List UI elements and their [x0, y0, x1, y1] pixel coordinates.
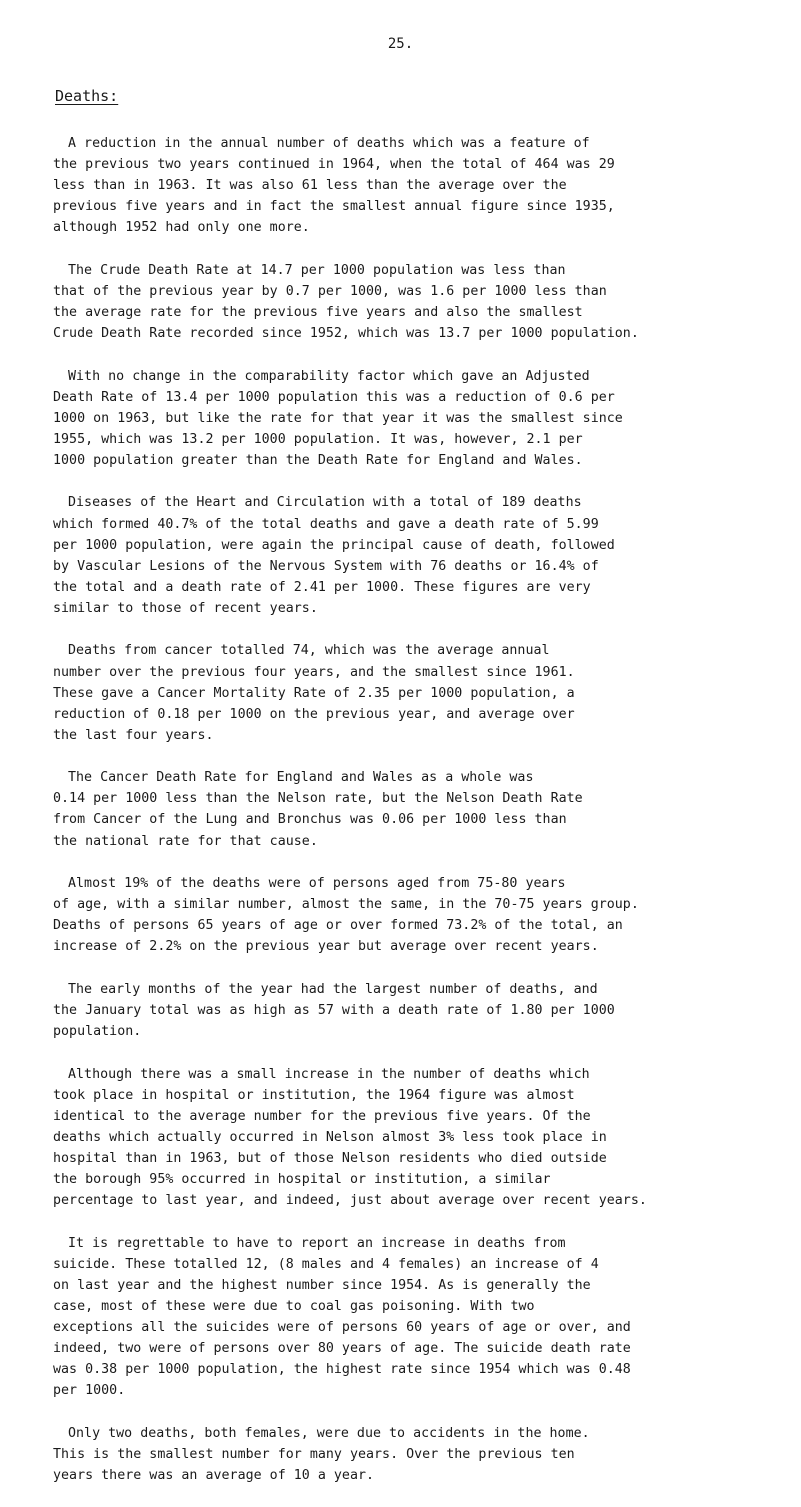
paragraph-line: case, most of these were due to coal gas poisoning. With two [53, 1298, 535, 1314]
paragraph [53, 767, 773, 851]
paragraph-line: similar to those of recent years. [53, 600, 318, 616]
paragraph-line: which formed 40.7% of the total deaths and gave a death rate of 5.99 [53, 516, 599, 532]
paragraph-line: The Crude Death Rate at 14.7 per 1000 population was less than [68, 262, 566, 278]
paragraph [53, 873, 773, 957]
paragraph-line: percentage to last year, and indeed, just about average over recent years. [53, 1193, 647, 1209]
section-heading: Deaths: [55, 87, 119, 105]
paragraph-line: Deaths of persons 65 years of age or over formed 73.2% of the total, an [53, 918, 623, 934]
paragraph-line: A reduction in the annual number of deaths which was a feature of [68, 136, 590, 151]
paragraph-line: per 1000 population, were again the principal cause of death, followed [53, 537, 615, 553]
paragraph-line: Almost 19% of the deaths were of persons aged from 75-80 years [68, 876, 566, 892]
paragraph [53, 1233, 773, 1402]
paragraph-line: Deaths from cancer totalled 74, which was the average annual [68, 643, 550, 659]
paragraph-line: exceptions all the suicides were of persons 60 years of age or over, and [53, 1319, 631, 1335]
paragraph-line: Crude Death Rate recorded since 1952, which was 13.7 per 1000 population. [53, 326, 639, 342]
paragraph-line: the previous two years continued in 1964, when the total of 464 was 29 [53, 157, 615, 173]
paragraph-line: Diseases of the Heart and Circulation with a total of 189 deaths [68, 495, 582, 511]
paragraph-line: suicide. These totalled 12, (8 males and 4 females) an increase of 4 [53, 1256, 599, 1272]
paragraph-line: hospital than in 1963, but of those Nelson residents who died outside [53, 1150, 607, 1166]
paragraph-line: Only two deaths, both females, were due to accidents in the home. [68, 1425, 590, 1441]
paragraph-line: from Cancer of the Lung and Bronchus was 0.06 per 1000 less than [53, 812, 567, 828]
paragraph-line: previous five years and in fact the smallest annual figure since 1935, [53, 199, 615, 215]
paragraph-line: This is the smallest number for many years. Over the previous ten [53, 1446, 575, 1462]
paragraph-line: less than in 1963. It was also 61 less than the average over the [53, 178, 567, 194]
paragraph-line: 1000 on 1963, but like the rate for that year it was the smallest since [53, 410, 623, 426]
paragraph-line: indeed, two were of persons over 80 years of age. The suicide death rate [53, 1341, 631, 1357]
paragraph-line: It is regrettable to have to report an increase in deaths from [68, 1235, 566, 1251]
paragraph-line: With no change in the comparability factor which gave an Adjusted [68, 368, 590, 384]
paragraph-line: by Vascular Lesions of the Nervous System with 76 deaths or 16.4% of [53, 558, 599, 574]
paragraph-line: years there was an average of 10 a year. [53, 1467, 375, 1483]
paragraph-line: number over the previous four years, and the smallest since 1961. [53, 664, 575, 680]
page-number: 25. [387, 36, 414, 52]
paragraph-line: that of the previous year by 0.7 per 1000, was 1.6 per 1000 less than [53, 283, 607, 299]
paragraph-line: deaths which actually occurred in Nelson almost 3% less took place in [53, 1129, 607, 1145]
paragraph-line: 1000 population greater than the Death Rate for England and Wales. [53, 453, 583, 468]
paragraph-line: population. [53, 1024, 142, 1040]
paragraph-line: was 0.38 per 1000 population, the highest rate since 1954 which was 0.48 [53, 1362, 631, 1378]
paragraph-line: These gave a Cancer Mortality Rate of 2.35 per 1000 population, a [53, 685, 575, 701]
paragraph-line: the last four years. [53, 727, 214, 743]
paragraph-line: although 1952 had only one more. [53, 220, 310, 236]
document-body [53, 133, 773, 1507]
paragraph-line: Although there was a small increase in the number of deaths which [68, 1066, 590, 1082]
paragraph-line: per 1000. [53, 1383, 126, 1399]
paragraph-line: 1955, which was 13.2 per 1000 population. It was, however, 2.1 per [53, 431, 583, 447]
paragraph [53, 366, 773, 471]
paragraph-line: 0.14 per 1000 less than the Nelson rate, but the Nelson Death Rate [53, 791, 583, 807]
paragraph-line: took place in hospital or institution, the 1964 figure was almost [53, 1087, 575, 1103]
paragraph-line: identical to the average number for the previous five years. Of the [53, 1108, 591, 1124]
paragraph [53, 640, 773, 745]
paragraph-line: the average rate for the previous five years and also the smallest [53, 305, 583, 321]
paragraph-line: the national rate for that cause. [53, 833, 318, 849]
paragraph-line: the total and a death rate of 2.41 per 1000. These figures are very [53, 579, 591, 595]
paragraph-line: increase of 2.2% on the previous year but average over recent years. [53, 939, 599, 955]
paragraph [53, 1423, 773, 1486]
paragraph [53, 260, 773, 344]
paragraph-line: the borough 95% occurred in hospital or institution, a similar [53, 1171, 551, 1187]
paragraph-line: reduction of 0.18 per 1000 on the previous year, and average over [53, 706, 575, 722]
paragraph-line: The early months of the year had the largest number of deaths, and [68, 981, 598, 997]
paragraph-line: The Cancer Death Rate for England and Wales as a whole was [68, 770, 534, 786]
paragraph-line: Death Rate of 13.4 per 1000 population this was a reduction of 0.6 per [53, 389, 615, 405]
paragraph-line: of age, with a similar number, almost the same, in the 70-75 years group. [53, 897, 639, 913]
paragraph-line: the January total was as high as 57 with a death rate of 1.80 per 1000 [53, 1002, 615, 1018]
paragraph [53, 979, 773, 1042]
paragraph [53, 492, 773, 619]
paragraph [53, 133, 773, 238]
paragraph-line: on last year and the highest number since 1954. As is generally the [53, 1277, 591, 1293]
paragraph [53, 1064, 773, 1212]
